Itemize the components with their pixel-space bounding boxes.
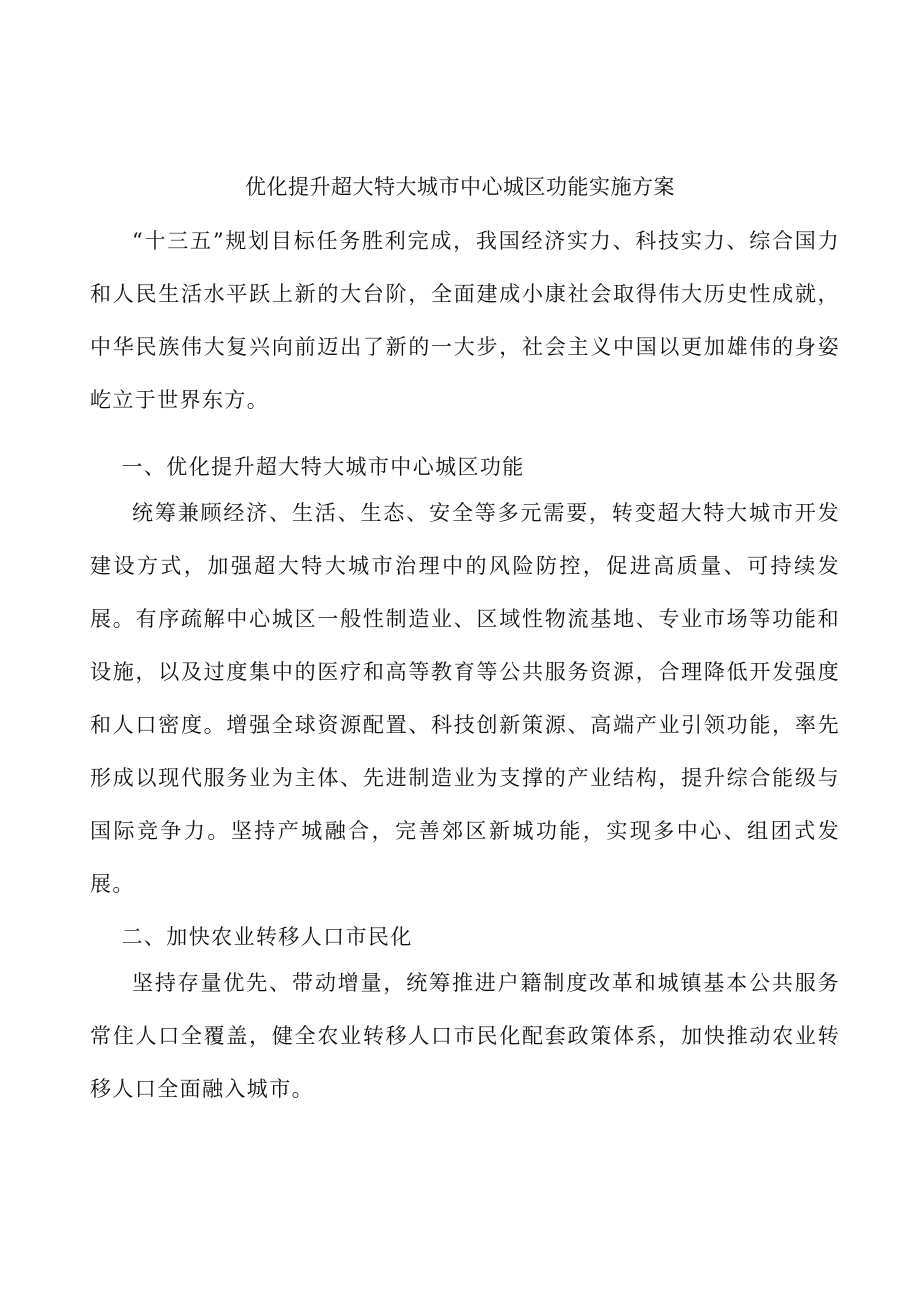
section-heading-2: 二、加快农业转移人口市民化 bbox=[121, 925, 413, 949]
intro-paragraph: “十三五”规划目标任务胜利完成，我国经济实力、科技实力、综合国力和人民生活水平跃上新的大台阶，全面建成小康社会取得伟大历史性成就，中华民族伟大复兴向前迈出了新的一大步，社会主义中国以更加雄伟的身姿屹立于世界东方。 bbox=[90, 229, 840, 412]
document-title: 优化提升超大特大城市中心城区功能实施方案 bbox=[245, 175, 675, 199]
section-heading-1: 一、优化提升超大特大城市中心城区功能 bbox=[121, 455, 525, 479]
section-body-1: 统筹兼顾经济、生活、生态、安全等多元需要，转变超大特大城市开发建设方式，加强超大特大城市治理中的风险防控，促进高质量、可持续发展。有序疏解中心城区一般性制造业、区域性物流基地、专业市场等功能和设施，以及过度集中的医疗和高等教育等公共服务资源，合理降低开发强度和人口密度。增强全球资源配置、科技创新策源、高端产业引领功能，率先形成以现代服务业为主体、先进制造业为支撑的产业结构，提升综合能级与国际竞争力。坚持产城融合，完善郊区新城功能，实现多中心、组团式发展。 bbox=[90, 501, 840, 896]
section-body-2: 坚持存量优先、带动增量，统筹推进户籍制度改革和城镇基本公共服务常住人口全覆盖，健全农业转移人口市民化配套政策体系，加快推动农业转移人口全面融入城市。 bbox=[90, 971, 840, 1101]
